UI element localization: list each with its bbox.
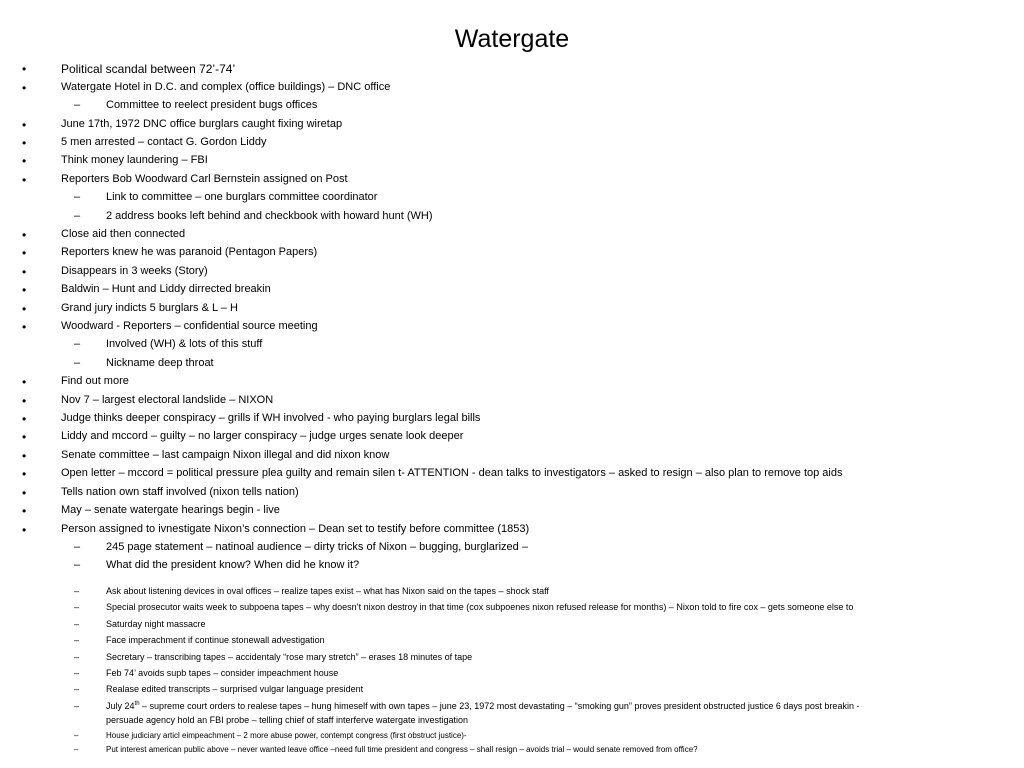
- bullet-marker: •: [22, 136, 27, 150]
- bullet-text: Close aid then connected: [61, 228, 186, 240]
- bullet-marker: •: [22, 523, 27, 537]
- bullet-marker: –: [74, 684, 80, 694]
- bullet-text-part: – supreme court orders to realese tapes – hung himeself with own tapes – june 23, 1972 most devastating – “smoking gun” proves president obstructed justice 6 days post breakin -: [139, 701, 860, 711]
- bullet-text: Committee to reelect president bugs offices: [106, 99, 318, 111]
- bullet-text: 2 address books left behind and checkbook with howard hunt (WH): [106, 210, 433, 222]
- slide-title: Watergate: [454, 25, 570, 53]
- bullet-marker: –: [74, 559, 81, 571]
- bullet-marker: •: [22, 118, 27, 132]
- bullet-text: Watergate Hotel in D.C. and complex (office buildings) – DNC office: [61, 81, 391, 93]
- bullet-marker: •: [22, 228, 27, 242]
- bullet-text: June 17th, 1972 DNC office burglars caught fixing wiretap: [61, 118, 343, 130]
- bullet-marker: –: [74, 541, 81, 553]
- bullet-marker: •: [22, 246, 27, 260]
- bullet-marker: –: [74, 731, 79, 740]
- bullet-text: May – senate watergate hearings begin - live: [61, 504, 280, 516]
- ordinal-suffix: th: [134, 701, 140, 707]
- bullet-marker: •: [22, 81, 27, 95]
- bullet-text: Reporters Bob Woodward Carl Bernstein assigned on Post: [61, 173, 348, 185]
- bullet-text: Tells nation own staff involved (nixon tells nation): [61, 486, 299, 498]
- bullet-text: Nov 7 – largest electoral landslide – NIXON: [61, 394, 274, 406]
- bullet-marker: –: [74, 619, 80, 629]
- bullet-text: Reporters knew he was paranoid (Pentagon Papers): [61, 246, 318, 258]
- bullet-text: Disappears in 3 weeks (Story): [61, 265, 208, 277]
- bullet-marker: –: [74, 357, 81, 369]
- bullet-marker: –: [74, 745, 79, 754]
- bullet-text: Link to committee – one burglars committee coordinator: [106, 191, 378, 203]
- bullet-marker: •: [22, 283, 27, 297]
- bullet-text: Special prosecutor waits week to subpoena tapes – why doesn’t nixon destroy in that time (cox subpoenes nixon refused release for months) – Nixon told to fire cox – gets someone else to: [106, 602, 854, 612]
- bullet-text: Find out more: [61, 375, 129, 387]
- bullet-marker: •: [22, 504, 27, 518]
- bullet-marker: –: [74, 586, 80, 596]
- bullet-text: Think money laundering – FBI: [61, 154, 208, 166]
- bullet-text: Political scandal between 72’-74’: [61, 62, 236, 76]
- bullet-text: Liddy and mccord – guilty – no larger conspiracy – judge urges senate look deeper: [61, 430, 464, 442]
- bullet-text: 245 page statement – natinoal audience – dirty tricks of Nixon – bugging, burglarized –: [106, 541, 528, 553]
- bullet-text: Face imperachment if continue stonewall advestigation: [106, 635, 325, 645]
- bullet-marker: •: [22, 375, 27, 389]
- bullet-marker: •: [22, 449, 27, 463]
- bullet-marker: •: [22, 467, 27, 481]
- bullet-marker: •: [22, 430, 27, 444]
- bullet-marker: –: [74, 210, 81, 222]
- bullet-marker: –: [74, 191, 81, 203]
- bullet-marker: •: [22, 173, 27, 187]
- bullet-marker: •: [22, 154, 27, 168]
- bullet-marker: •: [22, 320, 27, 334]
- bullet-text: House judiciary articl eimpeachment – 2 more abuse power, contempt congress (first obstruct justice)-: [106, 731, 467, 740]
- bullet-marker: •: [22, 265, 27, 279]
- bullet-marker: –: [74, 701, 80, 711]
- bullet-marker: •: [22, 62, 27, 76]
- bullet-marker: –: [74, 635, 80, 645]
- bullet-marker: •: [22, 302, 27, 316]
- bullet-marker: –: [74, 668, 80, 678]
- bullet-text-part: July 24: [106, 701, 135, 711]
- bullet-text: persuade agency hold an FBI probe – telling chief of staff interferve watergate investigation: [106, 715, 469, 725]
- bullet-text: Nickname deep throat: [106, 357, 214, 369]
- bullet-marker: –: [74, 338, 81, 350]
- bullet-text: Realase edited transcripts – surprised vulgar language president: [106, 684, 364, 694]
- bullet-marker: •: [22, 412, 27, 426]
- bullet-text: Person assigned to ivnestigate Nixon’s connection – Dean set to testify before committee (1853): [61, 523, 530, 535]
- bullet-text: Open letter – mccord = political pressure plea guilty and remain silen t- ATTENTION - dean talks to investigators – asked to resign – also plan to remove top aids: [61, 467, 843, 479]
- bullet-marker: •: [22, 486, 27, 500]
- bullet-text: [106, 701, 859, 711]
- bullet-text: Grand jury indicts 5 burglars & L – H: [61, 302, 238, 314]
- bullet-text: What did the president know? When did he know it?: [106, 559, 360, 571]
- bullet-text: 5 men arrested – contact G. Gordon Liddy: [61, 136, 267, 148]
- bullet-marker: •: [22, 394, 27, 408]
- bullet-text: Judge thinks deeper conspiracy – grills if WH involved - who paying burglars legal bills: [61, 412, 481, 424]
- bullet-text: Ask about listening devices in oval offices – realize tapes exist – what has Nixon said on the tapes – shock staff: [106, 586, 549, 596]
- bullet-marker: –: [74, 99, 81, 111]
- bullet-text: Involved (WH) & lots of this stuff: [106, 338, 263, 350]
- bullet-marker: –: [74, 652, 80, 662]
- bullet-text: Put interest american public above – never wanted leave office –need full time president and congress – shall resign – avoids trial – would senate removed from office?: [106, 745, 698, 754]
- bullet-text: Senate committee – last campaign Nixon illegal and did nixon know: [61, 449, 390, 461]
- bullet-text: Feb 74’ avoids supb tapes – consider impeachment house: [106, 668, 339, 678]
- bullet-text: Woodward - Reporters – confidential source meeting: [61, 320, 318, 332]
- bullet-text: Baldwin – Hunt and Liddy dirrected breakin: [61, 283, 271, 295]
- bullet-text: Saturday night massacre: [106, 619, 206, 629]
- bullet-text: Secretary – transcribing tapes – accidentaly “rose mary stretch” – erases 18 minutes of tape: [106, 652, 473, 662]
- bullet-marker: –: [74, 602, 80, 612]
